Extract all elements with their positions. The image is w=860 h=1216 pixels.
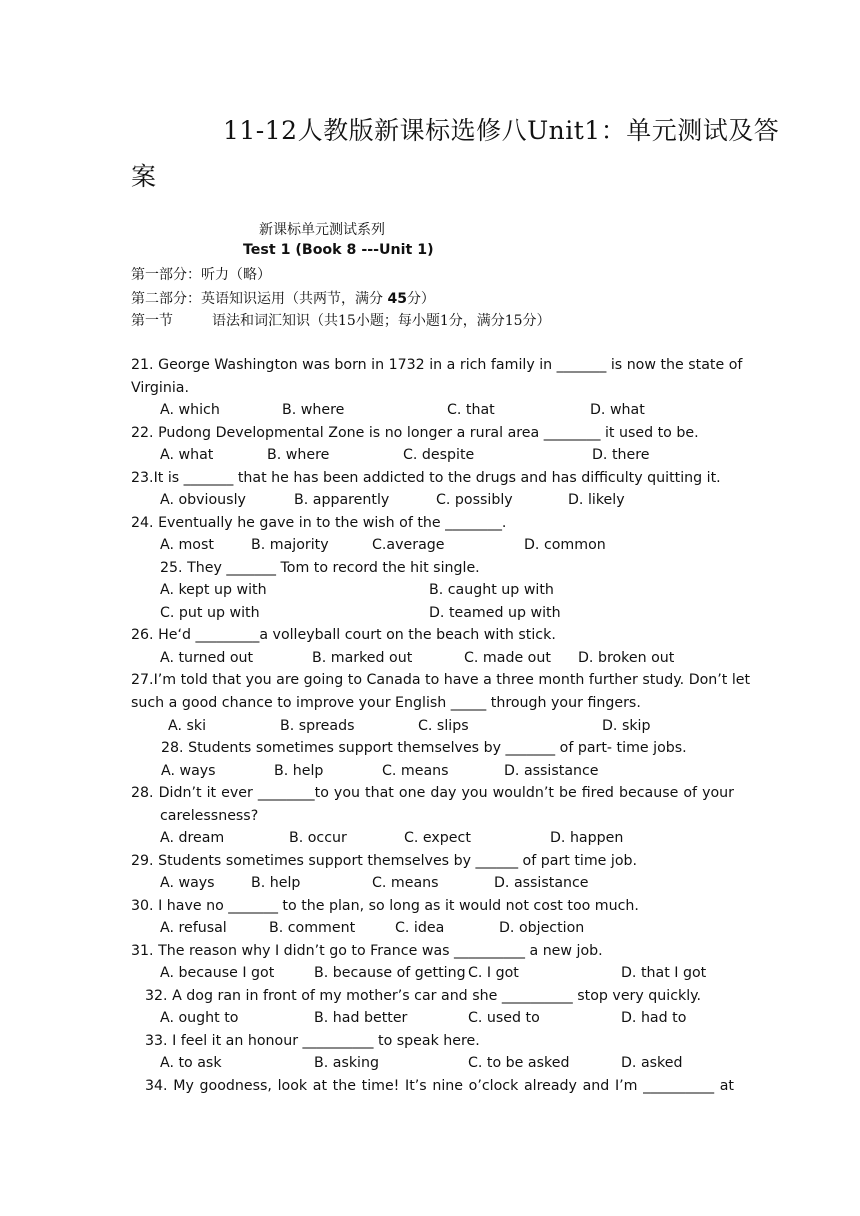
- q30-option-c: C. idea: [395, 920, 445, 936]
- question-28b-stem-cont: carelessness?: [160, 808, 259, 824]
- q25-option-a: A. kept up with: [160, 582, 267, 598]
- q29-option-c: C. means: [372, 875, 439, 891]
- q22-option-b: B. where: [267, 447, 330, 463]
- q32-option-a: A. ought to: [160, 1010, 239, 1026]
- q32-option-d: D. had to: [621, 1010, 687, 1026]
- q26-option-d: D. broken out: [578, 650, 675, 666]
- question-24-stem: 24. Eventually he gave in to the wish of the ________.: [131, 515, 507, 531]
- q21-option-b: B. where: [282, 402, 345, 418]
- q28a-option-b: B. help: [274, 763, 324, 779]
- q26-option-b: B. marked out: [312, 650, 413, 666]
- q24-option-b: B. majority: [251, 537, 329, 553]
- question-22-stem: 22. Pudong Developmental Zone is no longer a rural area ________ it used to be.: [131, 425, 699, 441]
- section1-label: 第一节: [131, 313, 173, 329]
- q23-option-c: C. possibly: [436, 492, 513, 508]
- q23-option-d: D. likely: [568, 492, 625, 508]
- q27-option-c: C. slips: [418, 718, 469, 734]
- part2-heading: [131, 288, 435, 308]
- q29-option-b: B. help: [251, 875, 301, 891]
- q27-option-d: D. skip: [602, 718, 651, 734]
- q31-option-b: B. because of getting: [314, 965, 466, 981]
- series-label: 新课标单元测试系列: [259, 222, 385, 238]
- q24-option-a: A. most: [160, 537, 214, 553]
- question-21-stem: 21. George Washington was born in 1732 in a rich family in _______ is now the state of: [131, 357, 743, 373]
- q32-option-c: C. used to: [468, 1010, 540, 1026]
- q24-option-d: D. common: [524, 537, 606, 553]
- q30-option-d: D. objection: [499, 920, 585, 936]
- question-28b-stem: 28. Didn’t it ever ________to you that one day you wouldn’t be fired because of your: [131, 785, 734, 801]
- q25-option-d: D. teamed up with: [429, 605, 561, 621]
- question-21-stem-cont: Virginia.: [131, 380, 190, 396]
- q22-option-a: A. what: [160, 447, 214, 463]
- q21-option-d: D. what: [590, 402, 645, 418]
- part2-score: 45: [387, 291, 407, 307]
- q32-option-b: B. had better: [314, 1010, 408, 1026]
- q29-option-a: A. ways: [160, 875, 215, 891]
- q33-option-d: D. asked: [621, 1055, 683, 1071]
- q21-option-a: A. which: [160, 402, 220, 418]
- question-25-stem: 25. They _______ Tom to record the hit single.: [160, 560, 480, 576]
- q31-option-d: D. that I got: [621, 965, 707, 981]
- test-title: Test 1 (Book 8 ---Unit 1): [243, 242, 434, 258]
- question-27-stem-cont: such a good chance to improve your English _____ through your fingers.: [131, 695, 641, 711]
- q28b-option-c: C. expect: [404, 830, 471, 846]
- section1-description: 语法和词汇知识（共15小题；每小题1分，满分15分）: [212, 313, 551, 329]
- q22-option-d: D. there: [592, 447, 650, 463]
- q22-option-c: C. despite: [403, 447, 475, 463]
- q33-option-b: B. asking: [314, 1055, 379, 1071]
- q28a-option-d: D. assistance: [504, 763, 599, 779]
- q33-option-c: C. to be asked: [468, 1055, 570, 1071]
- question-26-stem: 26. He‘d _________a volleyball court on the beach with stick.: [131, 627, 556, 643]
- document-title-line1: 11-12人教版新课标选修八Unit1：单元测试及答: [223, 116, 780, 145]
- question-27-stem: 27.I’m told that you are going to Canada to have a three month further study. Don’t let: [131, 672, 751, 688]
- q27-option-b: B. spreads: [280, 718, 355, 734]
- question-32-stem: 32. A dog ran in front of my mother’s car and she __________ stop very quickly.: [145, 988, 702, 1004]
- q28b-option-a: A. dream: [160, 830, 225, 846]
- q27-option-a: A. ski: [168, 718, 207, 734]
- q25-option-b: B. caught up with: [429, 582, 554, 598]
- part2-prefix: 第二部分：英语知识运用（共两节，满分: [131, 291, 383, 307]
- question-23-stem: 23.It is _______ that he has been addicted to the drugs and has difficulty quitting it.: [131, 470, 721, 486]
- q30-option-a: A. refusal: [160, 920, 227, 936]
- question-31-stem: 31. The reason why I didn’t go to France was __________ a new job.: [131, 943, 603, 959]
- q31-option-a: A. because I got: [160, 965, 275, 981]
- part2-suffix: 分）: [406, 291, 435, 307]
- q28a-option-a: A. ways: [161, 763, 216, 779]
- q25-option-c: C. put up with: [160, 605, 260, 621]
- q21-option-c: C. that: [447, 402, 495, 418]
- q28b-option-b: B. occur: [289, 830, 347, 846]
- q28b-option-d: D. happen: [550, 830, 624, 846]
- question-34-stem: 34. My goodness, look at the time! It’s nine o’clock already and I’m __________ at: [145, 1078, 734, 1094]
- question-30-stem: 30. I have no _______ to the plan, so long as it would not cost too much.: [131, 898, 639, 914]
- part1-heading: 第一部分：听力（略）: [131, 267, 271, 283]
- question-28a-stem: 28. Students sometimes support themselves by _______ of part- time jobs.: [161, 740, 687, 756]
- q29-option-d: D. assistance: [494, 875, 589, 891]
- question-33-stem: 33. I feel it an honour __________ to speak here.: [145, 1033, 480, 1049]
- q26-option-c: C. made out: [464, 650, 551, 666]
- q23-option-a: A. obviously: [160, 492, 246, 508]
- q26-option-a: A. turned out: [160, 650, 254, 666]
- question-29-stem: 29. Students sometimes support themselves by ______ of part time job.: [131, 853, 638, 869]
- q33-option-a: A. to ask: [160, 1055, 222, 1071]
- document-title-line2: 案: [131, 162, 157, 191]
- q28a-option-c: C. means: [382, 763, 449, 779]
- q31-option-c: C. I got: [468, 965, 519, 981]
- q30-option-b: B. comment: [269, 920, 356, 936]
- q23-option-b: B. apparently: [294, 492, 390, 508]
- q24-option-c: C.average: [372, 537, 445, 553]
